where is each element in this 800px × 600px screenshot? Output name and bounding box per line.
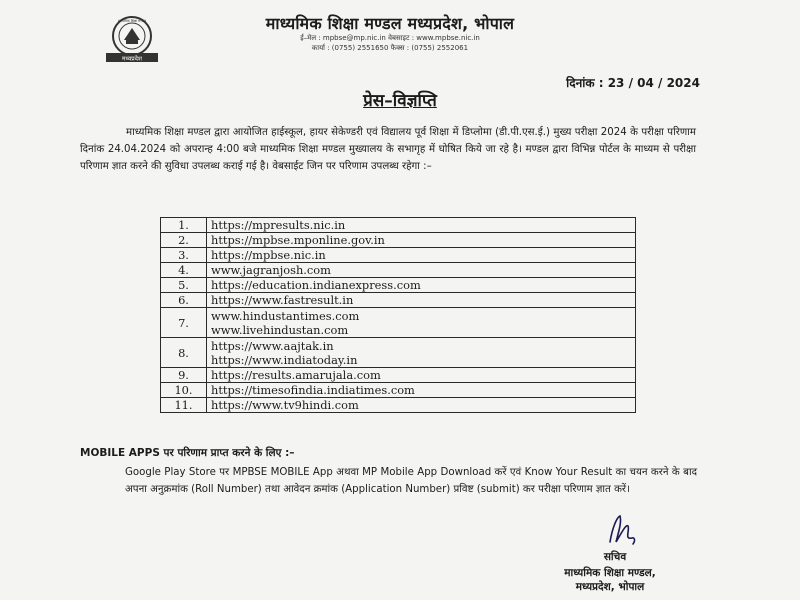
table-row — [161, 338, 636, 368]
row-number: 10. — [161, 383, 207, 398]
website-url: https://timesofindia.indiatimes.com — [211, 383, 415, 397]
mobile-apps-paragraph: Google Play Store पर MPBSE MOBILE App अथवा MP Mobile App Download करें एवं Know Your Result का चयन करने के बाद अपना अनुक्रमांक (Roll Number) तथा आवेदन क्रमांक (Application Number) प्रविष्ट (submit) कर परीक्षा परिणाम ज्ञात करें। — [125, 467, 697, 495]
row-number: 8. — [161, 338, 207, 368]
website-cell — [207, 293, 636, 308]
website-cell — [207, 248, 636, 263]
row-number: 2. — [161, 233, 207, 248]
table-row — [161, 368, 636, 383]
logo-text: माध्यमिक शिक्षा मण्डल — [117, 19, 147, 23]
mobile-apps-heading: MOBILE APPS पर परिणाम प्राप्त करने के लिए :– — [80, 447, 295, 459]
signatory-title: सचिव — [603, 551, 627, 563]
website-cell — [207, 233, 636, 248]
website-cell — [207, 308, 636, 338]
org-name: माध्यमिक शिक्षा मण्डल मध्यप्रदेश, भोपाल — [265, 14, 515, 33]
row-number: 5. — [161, 278, 207, 293]
table-row — [161, 218, 636, 233]
website-cell — [207, 218, 636, 233]
row-number: 11. — [161, 398, 207, 413]
website-url: https://mpbse.mponline.gov.in — [211, 233, 385, 247]
result-websites-table — [160, 217, 636, 413]
website-cell — [207, 338, 636, 368]
website-url: https://www.fastresult.in — [211, 293, 354, 307]
row-number: 4. — [161, 263, 207, 278]
page-title: प्रेस–विज्ञप्ति — [363, 91, 437, 111]
website-cell — [207, 263, 636, 278]
table-row — [161, 398, 636, 413]
signature-icon — [600, 512, 640, 550]
signatory-city: मध्यप्रदेश, भोपाल — [575, 581, 645, 593]
website-url: https://education.indianexpress.com — [211, 278, 421, 292]
website-url: https://mpbse.nic.in — [211, 248, 326, 262]
website-url: https://results.amarujala.com — [211, 368, 381, 382]
table-row — [161, 383, 636, 398]
website-cell — [207, 278, 636, 293]
website-url: https://www.aajtak.in — [211, 338, 334, 353]
website-url: www.livehindustan.com — [211, 322, 349, 337]
table-row — [161, 293, 636, 308]
email-line: ई–मेल : mpbse@mp.nic.in वेबसाइट : www.mpbse.nic.in — [300, 34, 480, 42]
website-url: https://mpresults.nic.in — [211, 218, 346, 232]
board-emblem-icon — [100, 14, 164, 64]
table-row — [161, 248, 636, 263]
website-url: www.jagranjosh.com — [211, 263, 331, 277]
intro-paragraph: माध्यमिक शिक्षा मण्डल द्वारा आयोजित हाईस्कूल, हायर सेकेण्डरी एवं विद्यालय पूर्व शिक्षा में डिप्लोमा (डी.पी.एस.ई.) मुख्य परीक्षा 2024 के परीक्षा परिणाम दिनांक 24.04.2024 को अपरान्ह 4:00 बजे माध्यमिक शिक्षा मण्डल मुख्यालय के सभागृह में घोषित किये जा रहे है। मण्डल द्वारा विभिन्न पोर्टल के माध्यम से परीक्षा परिणाम ज्ञात करने की सुविधा उपलब्ध कराई गई है। वेबसाईट जिन पर परिणाम उपलब्ध रहेगा :– — [80, 127, 696, 172]
row-number: 6. — [161, 293, 207, 308]
signatory-org: माध्यमिक शिक्षा मण्डल, — [564, 567, 656, 579]
phone-line: कार्या : (0755) 2551650 फैक्स : (0755) 2552061 — [311, 44, 469, 52]
table-row — [161, 233, 636, 248]
row-number: 3. — [161, 248, 207, 263]
website-url: https://www.indiatoday.in — [211, 352, 358, 367]
table-row — [161, 278, 636, 293]
website-cell — [207, 398, 636, 413]
table-row — [161, 263, 636, 278]
release-date: दिनांक : 23 / 04 / 2024 — [566, 76, 700, 90]
website-cell — [207, 383, 636, 398]
row-number: 7. — [161, 308, 207, 338]
website-url: www.hindustantimes.com — [211, 308, 360, 323]
logo-banner: मध्यप्रदेश — [121, 55, 143, 63]
website-cell — [207, 368, 636, 383]
row-number: 1. — [161, 218, 207, 233]
table-row — [161, 308, 636, 338]
website-url: https://www.tv9hindi.com — [211, 398, 359, 412]
row-number: 9. — [161, 368, 207, 383]
